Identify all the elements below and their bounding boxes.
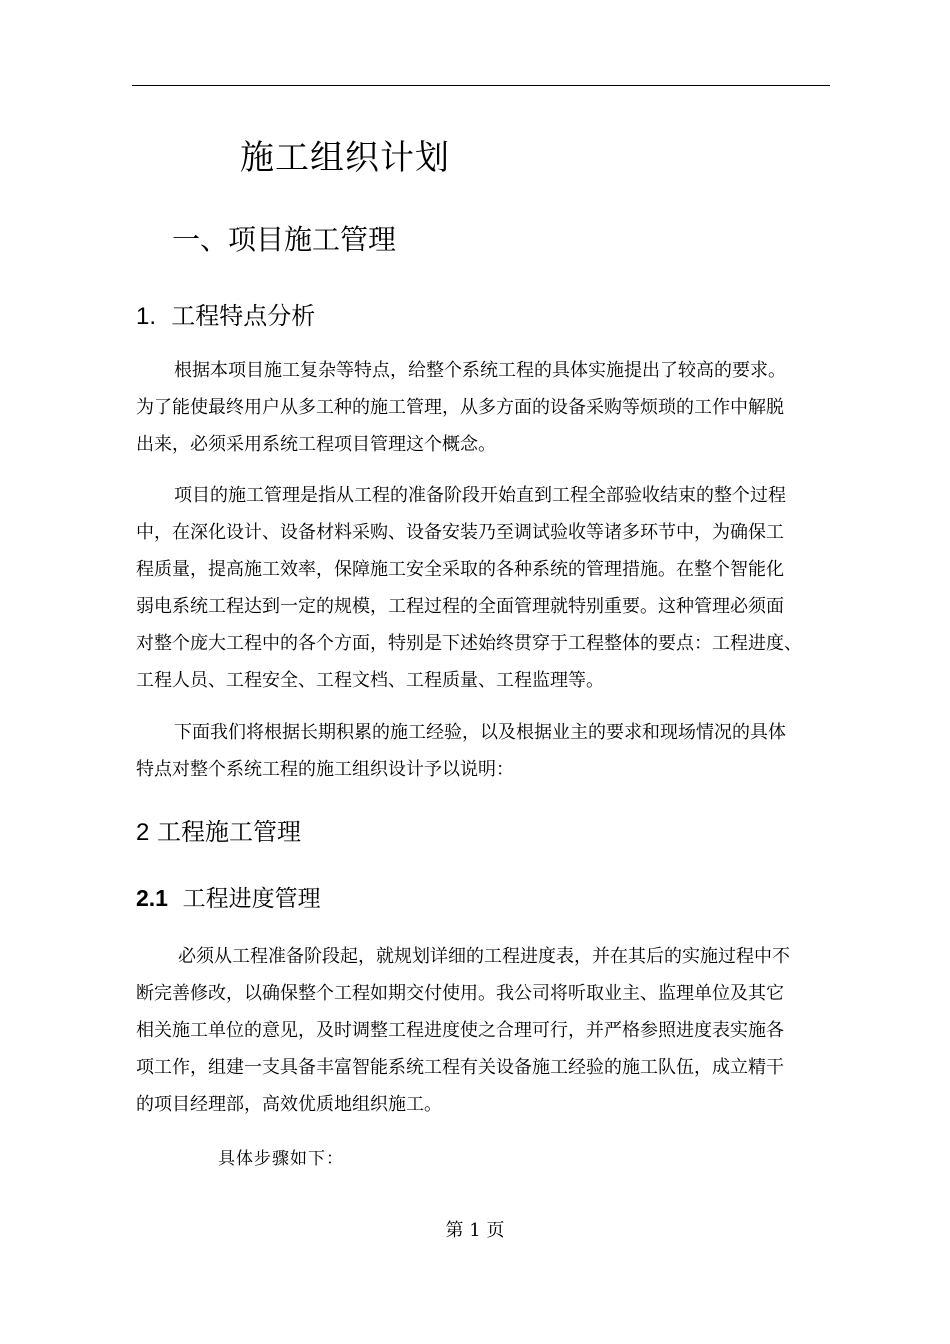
subsection-title: 工程特点分析 bbox=[171, 302, 316, 330]
paragraph-line: 项目的施工管理是指从工程的准备阶段开始直到工程全部验收结束的整个过程 bbox=[174, 485, 786, 506]
paragraph-line: 下面我们将根据长期积累的施工经验，以及根据业主的要求和现场情况的具体 bbox=[174, 722, 786, 743]
paragraph-line: 对整个庞大工程中的各个方面，特别是下述始终贯穿于工程整体的要点：工程进度、 bbox=[136, 633, 802, 654]
paragraph-line: 程质量，提高施工效率，保障施工安全采取的各种系统的管理措施。在整个智能化 bbox=[136, 559, 784, 580]
steps-label: 具体步骤如下： bbox=[218, 1149, 344, 1169]
paragraph-line: 断完善修改，以确保整个工程如期交付使用。我公司将听取业主、监理单位及其它 bbox=[136, 983, 784, 1004]
paragraph-line: 根据本项目施工复杂等特点，给整个系统工程的具体实施提出了较高的要求。 bbox=[174, 360, 786, 381]
paragraph-schedule bbox=[136, 938, 830, 1123]
subsubsection-title: 工程进度管理 bbox=[182, 886, 321, 912]
paragraph-line: 中，在深化设计、设备材料采购、设备安装乃至调试验收等诸多环节中，为确保工 bbox=[136, 522, 784, 543]
paragraph-line: 相关施工单位的意见，及时调整工程进度使之合理可行，并严格参照进度表实施各 bbox=[136, 1020, 784, 1041]
paragraph-line: 项工作，组建一支具备丰富智能系统工程有关设备施工经验的施工队伍，成立精干 bbox=[136, 1057, 784, 1078]
paragraph-line: 弱电系统工程达到一定的规模，工程过程的全面管理就特别重要。这种管理必须面 bbox=[136, 596, 784, 617]
subsection-heading-construction-management bbox=[136, 812, 301, 847]
subsection-heading-engineering-features bbox=[136, 296, 315, 331]
header-rule bbox=[132, 85, 830, 86]
subsubsection-heading-schedule-management bbox=[136, 880, 321, 913]
paragraph-line: 必须从工程准备阶段起，就规划详细的工程进度表，并在其后的实施过程中不 bbox=[178, 946, 790, 967]
paragraph-line: 工程人员、工程安全、工程文档、工程质量、工程监理等。 bbox=[136, 670, 604, 691]
paragraph-line: 特点对整个系统工程的施工组织设计予以说明： bbox=[136, 759, 514, 780]
paragraph-line: 出来，必须采用系统工程项目管理这个概念。 bbox=[136, 434, 496, 455]
paragraph-line: 为了能使最终用户从多工种的施工管理，从多方面的设备采购等烦琐的工作中解脱 bbox=[136, 397, 784, 418]
paragraph-features-2 bbox=[136, 477, 830, 699]
section-heading-project-management: 一、项目施工管理 bbox=[172, 223, 397, 256]
paragraph-line: 的项目经理部，高效优质地组织施工。 bbox=[136, 1094, 442, 1115]
document-title: 施工组织计划 bbox=[240, 138, 450, 178]
subsection-number: 1. bbox=[136, 303, 157, 330]
subsection-number: 2 bbox=[136, 819, 150, 846]
paragraph-features-1 bbox=[136, 352, 830, 463]
subsection-title: 工程施工管理 bbox=[157, 818, 301, 846]
page-number-footer: 第 1 页 bbox=[445, 1220, 505, 1241]
subsubsection-number: 2.1 bbox=[136, 885, 168, 911]
paragraph-features-3 bbox=[136, 714, 830, 788]
